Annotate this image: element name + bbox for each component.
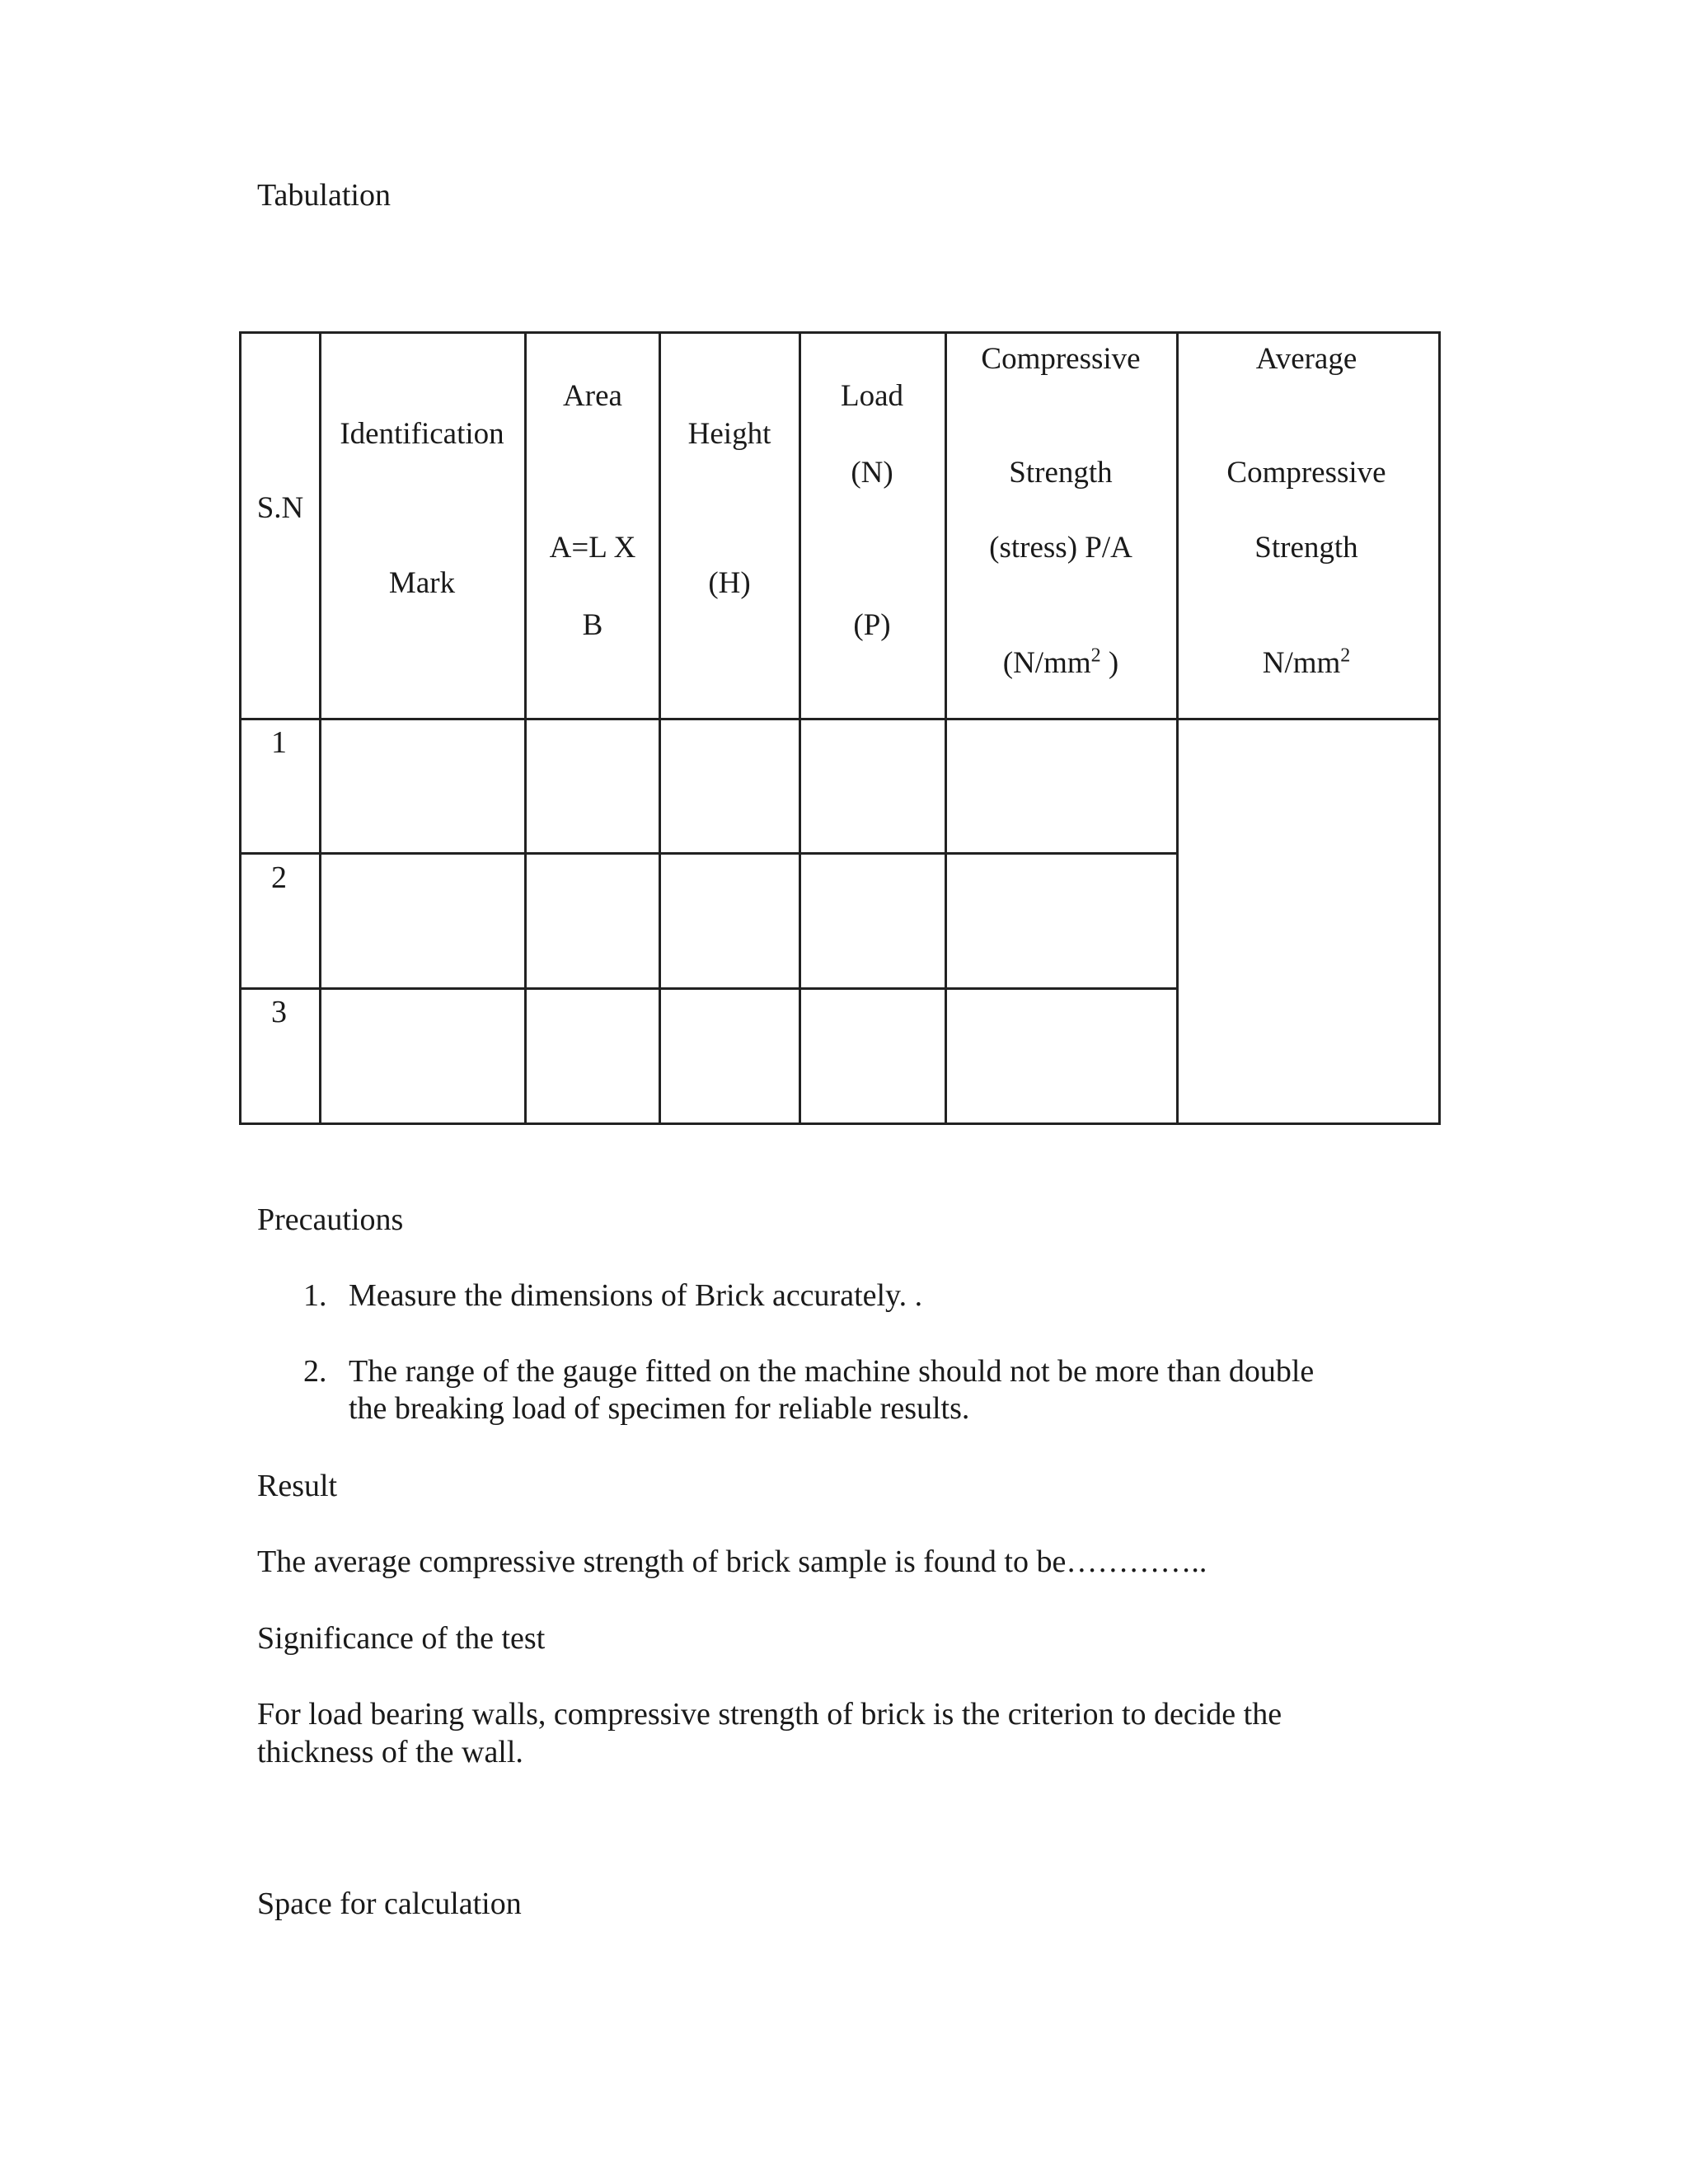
header-identification: Identification	[340, 417, 504, 451]
table-column-divider	[524, 331, 527, 1125]
header-height: Height	[687, 417, 771, 451]
list-number: 1.	[303, 1278, 327, 1313]
header-height-symbol: (H)	[708, 566, 751, 600]
result-text: The average compressive strength of brick sample is found to be…………..	[257, 1544, 1207, 1579]
header-load-symbol: (P)	[853, 608, 891, 642]
header-area: Area	[563, 379, 622, 413]
list-text: Measure the dimensions of Brick accurately. .	[349, 1278, 923, 1313]
row-number: 2	[271, 860, 287, 895]
table-row-divider	[239, 852, 1179, 855]
list-text: the breaking load of specimen for reliable results.	[349, 1391, 970, 1426]
table-column-divider	[799, 331, 801, 1125]
table-border-right	[1438, 331, 1441, 1125]
header-average-unit	[1263, 645, 1351, 682]
unit-text: (N/mm	[1002, 646, 1091, 680]
table-column-divider	[1176, 331, 1179, 1125]
list-number: 2.	[303, 1354, 327, 1389]
header-compressive: Compressive	[981, 342, 1141, 376]
unit-text: N/mm	[1262, 646, 1341, 680]
unit-close: )	[1100, 646, 1119, 680]
precautions-heading: Precautions	[257, 1202, 404, 1237]
tabulation-heading: Tabulation	[257, 178, 391, 213]
header-sn: S.N	[256, 491, 304, 525]
unit-superscript: 2	[1090, 644, 1101, 667]
significance-heading: Significance of the test	[257, 1621, 546, 1656]
table-border-bottom	[239, 1122, 1441, 1125]
significance-text: thickness of the wall.	[257, 1735, 523, 1769]
row-number: 1	[271, 725, 287, 760]
row-number: 3	[271, 995, 287, 1029]
header-area-formula: A=L X	[549, 531, 636, 565]
header-load-unit: (N)	[851, 456, 893, 490]
result-heading: Result	[257, 1469, 338, 1503]
table-column-divider	[659, 331, 661, 1125]
table-border-left	[239, 331, 241, 1125]
header-average-strength: Strength	[1254, 531, 1358, 565]
header-average-compressive: Compressive	[1226, 456, 1386, 490]
header-stress-unit	[1003, 645, 1118, 682]
header-mark: Mark	[388, 566, 456, 600]
calculation-heading: Space for calculation	[257, 1886, 522, 1921]
table-border-top	[239, 331, 1441, 334]
header-stress: (stress) P/A	[989, 531, 1132, 565]
header-load: Load	[840, 379, 904, 413]
table-header-divider	[239, 718, 1441, 720]
list-text: The range of the gauge fitted on the machine should not be more than double	[349, 1354, 1315, 1389]
table-column-divider	[945, 331, 947, 1125]
significance-text: For load bearing walls, compressive strength of brick is the criterion to decide the	[257, 1697, 1282, 1732]
header-strength: Strength	[1009, 456, 1113, 490]
table-row-divider	[239, 987, 1179, 990]
header-average: Average	[1255, 342, 1357, 376]
table-column-divider	[319, 331, 321, 1125]
header-area-formula-b: B	[582, 608, 603, 642]
unit-superscript: 2	[1340, 644, 1351, 667]
